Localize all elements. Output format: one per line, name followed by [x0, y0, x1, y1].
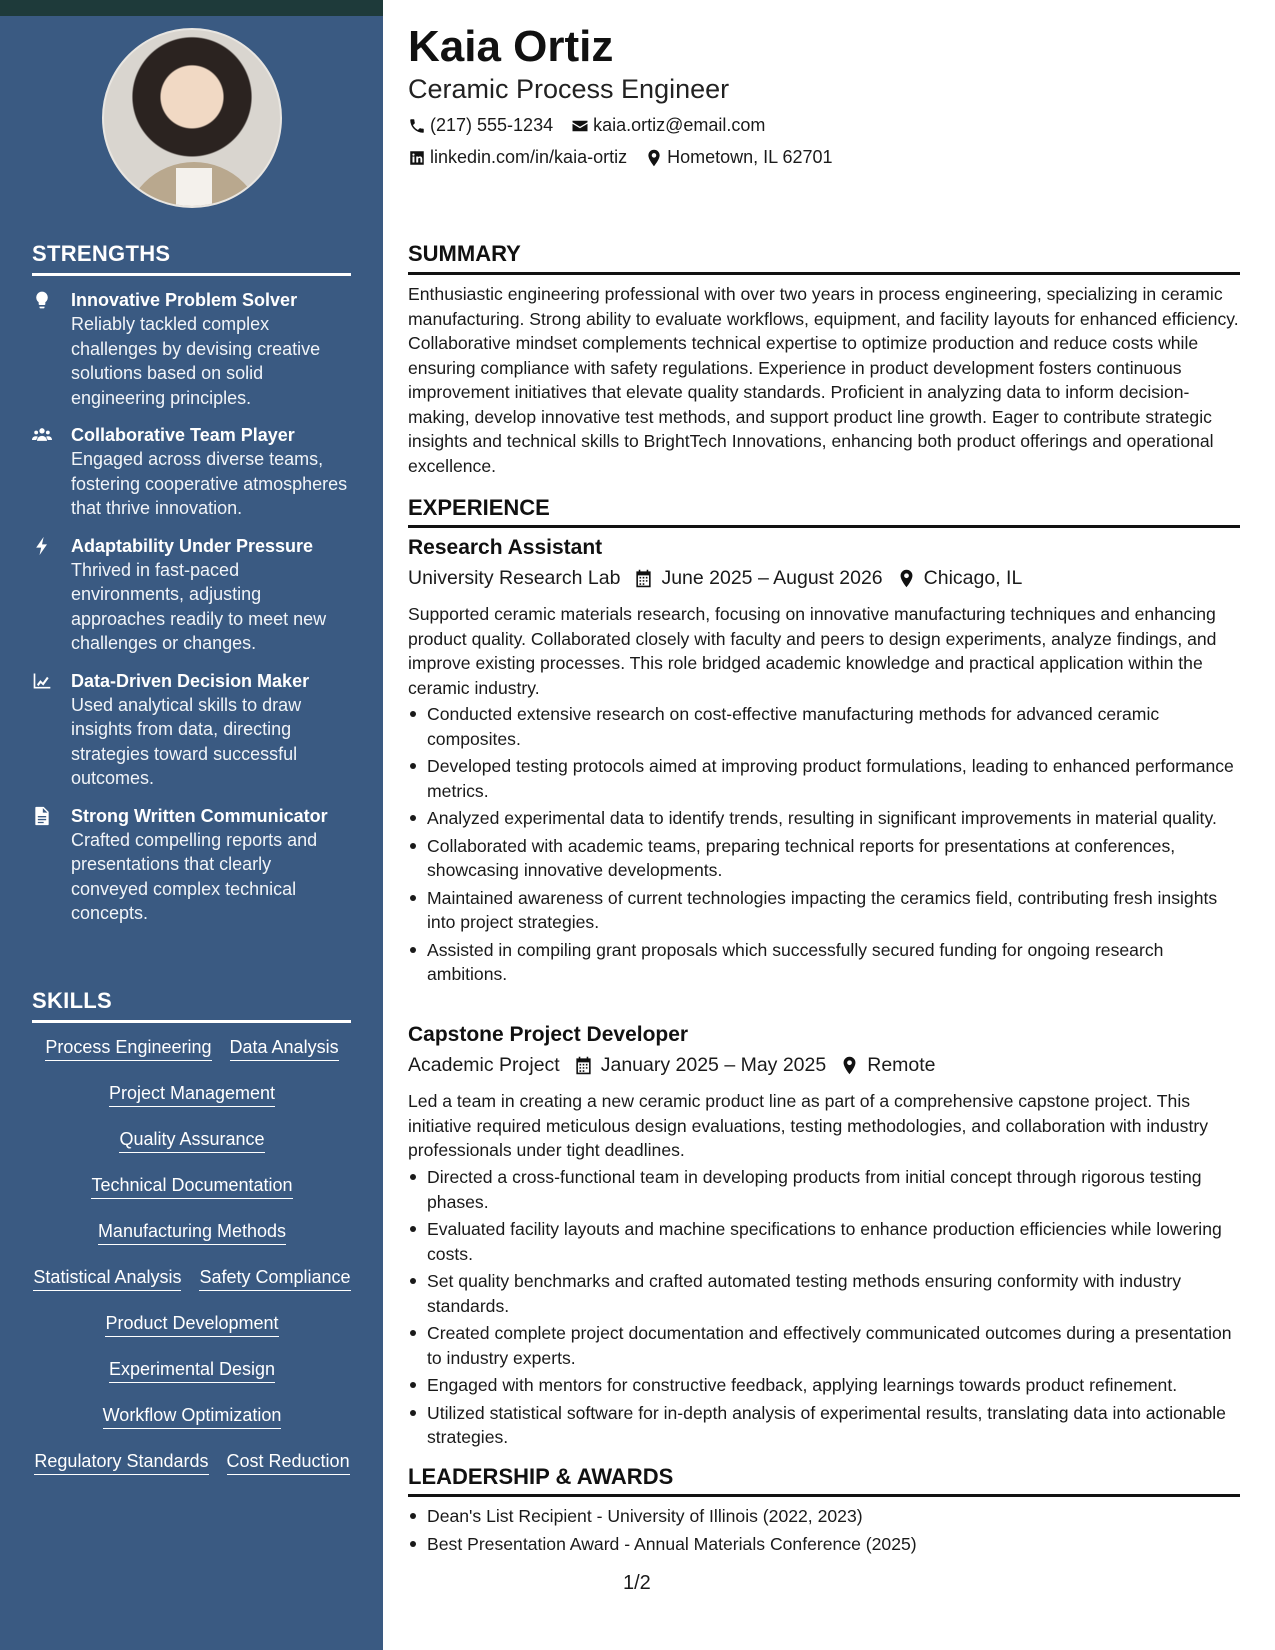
- users-icon: [32, 423, 71, 521]
- list-item: Utilized statistical software for in-depth analysis of experimental results, translating data into actionable strategies.: [408, 1401, 1240, 1450]
- skill-tag: Project Management: [109, 1082, 275, 1107]
- linkedin-text: linkedin.com/in/kaia-ortiz: [430, 147, 628, 167]
- skill-tag: Statistical Analysis: [33, 1266, 181, 1291]
- map-pin-icon: [897, 569, 916, 588]
- experience-divider: [408, 525, 1240, 528]
- list-item: Collaborated with academic teams, preparing technical reports for presentations at conferences, showcasing innovative developments.: [408, 834, 1240, 883]
- contact-row: [408, 115, 783, 136]
- phone-text: (217) 555-1234: [430, 115, 554, 135]
- skill-tag: Quality Assurance: [119, 1128, 264, 1153]
- strength-title: Collaborative Team Player: [71, 425, 295, 445]
- map-pin-icon: [840, 1056, 859, 1075]
- phone-contact[interactable]: [408, 115, 553, 136]
- job-bullets: [408, 702, 1240, 990]
- strength-title: Data-Driven Decision Maker: [71, 670, 310, 691]
- calendar-icon: [634, 569, 653, 588]
- lightbulb-icon: [32, 288, 71, 410]
- strengths-heading: STRENGTHS: [32, 241, 171, 266]
- strength-description: Engaged across diverse teams, fostering cooperative atmospheres that thrive innovation.: [71, 449, 348, 518]
- list-item: Evaluated facility layouts and machine specifications to enhance production efficiencies while lowering costs.: [408, 1217, 1240, 1266]
- skill-tag: Safety Compliance: [199, 1266, 350, 1291]
- list-item: Maintained awareness of current technologies impacting the ceramics field, contributing fresh insights into project strategies.: [408, 886, 1240, 935]
- location-contact: [645, 147, 832, 168]
- sidebar-top-bar: [0, 0, 383, 16]
- linkedin-icon: [408, 149, 426, 167]
- strength-item: [32, 804, 352, 926]
- bolt-icon: [32, 534, 71, 656]
- job-dates: January 2025 – May 2025: [600, 1054, 827, 1076]
- job-title: Capstone Project Developer: [408, 1023, 689, 1046]
- strength-title: Strong Written Communicator: [71, 805, 328, 826]
- skill-tag: Technical Documentation: [91, 1174, 292, 1199]
- job-meta: [408, 567, 1022, 590]
- location-text: Hometown, IL 62701: [667, 147, 833, 167]
- skill-tag: Workflow Optimization: [103, 1404, 282, 1429]
- skill-tag: Product Development: [105, 1312, 278, 1337]
- strength-item: [32, 288, 352, 410]
- strength-description: Reliably tackled complex challenges by devising creative solutions based on solid engineering principles.: [71, 314, 321, 408]
- strength-description: Used analytical skills to draw insights from data, directing strategies toward successful outcomes.: [71, 694, 302, 788]
- strength-item: [32, 534, 352, 656]
- summary-divider: [408, 272, 1240, 275]
- skill-tag: Cost Reduction: [227, 1450, 350, 1475]
- file-icon: [32, 804, 71, 926]
- job-meta: [408, 1054, 936, 1077]
- summary-heading: SUMMARY: [408, 241, 521, 266]
- list-item: Set quality benchmarks and crafted automated testing methods ensuring conformity with industry standards.: [408, 1269, 1240, 1318]
- skills-divider: [32, 1020, 351, 1023]
- strength-description: Thrived in fast-paced environments, adjusting approaches readily to meet new challenges or changes.: [71, 559, 327, 653]
- job-title: Research Assistant: [408, 536, 603, 559]
- list-item: Assisted in compiling grant proposals which successfully secured funding for ongoing research ambitions.: [408, 938, 1240, 987]
- profile-photo: [102, 28, 282, 208]
- job-dates: June 2025 – August 2026: [661, 567, 883, 589]
- list-item: Engaged with mentors for constructive feedback, applying learnings towards product refinement.: [408, 1373, 1240, 1398]
- contact-row-2: [408, 147, 851, 168]
- strength-description: Crafted compelling reports and presentations that clearly conveyed complex technical concepts.: [71, 829, 318, 923]
- skill-tag: Data Analysis: [230, 1036, 339, 1061]
- calendar-icon: [574, 1056, 593, 1075]
- skill-tag: Experimental Design: [109, 1358, 275, 1383]
- email-contact[interactable]: [571, 115, 765, 136]
- job-description: Supported ceramic materials research, focusing on innovative manufacturing techniques and enhancing product quality. Collaborated closely with faculty and peers to design experiments, analyze findings, and improve existing processes. This role bridged academic knowledge and practical application within the ceramic industry.: [408, 604, 1217, 698]
- envelope-icon: [571, 117, 589, 135]
- skills-list: [32, 1036, 352, 1475]
- strength-title: Innovative Problem Solver: [71, 290, 298, 310]
- awards-divider: [408, 1494, 1240, 1497]
- skill-tag: Process Engineering: [45, 1036, 211, 1061]
- job-org: University Research Lab: [408, 567, 621, 589]
- job-org: Academic Project: [408, 1054, 560, 1076]
- strength-title: Adaptability Under Pressure: [71, 535, 314, 556]
- list-item: Analyzed experimental data to identify trends, resulting in significant improvements in material quality.: [408, 806, 1240, 831]
- job-description: Led a team in creating a new ceramic product line as part of a comprehensive capstone project. This initiative required meticulous design evaluations, testing methodologies, and collaboration with industry professionals under tight deadlines.: [408, 1091, 1209, 1160]
- list-item: Best Presentation Award - Annual Materials Conference (2025): [408, 1532, 1240, 1557]
- list-item: Conducted extensive research on cost-effective manufacturing methods for advanced ceramic composites.: [408, 702, 1240, 751]
- strength-item: [32, 669, 352, 791]
- skill-tag: Regulatory Standards: [34, 1450, 208, 1475]
- strength-item: [32, 423, 352, 521]
- candidate-title: Ceramic Process Engineer: [408, 74, 730, 104]
- skill-tag: Manufacturing Methods: [98, 1220, 286, 1245]
- page-number: 1/2: [623, 1572, 651, 1594]
- list-item: Developed testing protocols aimed at improving product formulations, leading to enhanced performance metrics.: [408, 754, 1240, 803]
- strengths-list: [32, 288, 352, 939]
- job-location: Chicago, IL: [923, 567, 1023, 589]
- candidate-name: Kaia Ortiz: [408, 22, 614, 71]
- email-text: kaia.ortiz@email.com: [593, 115, 766, 135]
- map-pin-icon: [645, 149, 663, 167]
- list-item: Created complete project documentation and effectively communicated outcomes during a presentation to industry experts.: [408, 1321, 1240, 1370]
- list-item: Directed a cross-functional team in developing products from initial concept through rigorous testing phases.: [408, 1165, 1240, 1214]
- linkedin-contact[interactable]: [408, 147, 627, 168]
- list-item: Dean's List Recipient - University of Illinois (2022, 2023): [408, 1504, 1240, 1529]
- experience-heading: EXPERIENCE: [408, 495, 550, 520]
- job-location: Remote: [867, 1054, 936, 1076]
- phone-icon: [408, 117, 426, 135]
- job-bullets: [408, 1165, 1240, 1453]
- awards-heading: LEADERSHIP & AWARDS: [408, 1464, 674, 1489]
- skills-heading: SKILLS: [32, 988, 113, 1013]
- sidebar: [0, 0, 383, 1650]
- chart-line-icon: [32, 669, 71, 791]
- summary-text: Enthusiastic engineering professional with over two years in process engineering, specializing in ceramic manufacturing. Strong ability to evaluate workflows, equipment, and facility layouts for enhanced efficiency. Collaborative mindset complements technical expertise to optimize production and reduce costs while ensuring compliance with safety regulations. Experience in product development fosters continuous improvement initiatives that elevate quality standards. Proficient in analyzing data to inform decision-making, develop innovative test methods, and support product line growth. Eager to contribute strategic insights and technical skills to BrightTech Innovations, enhancing both product offerings and operational excellence.: [408, 284, 1239, 476]
- strengths-divider: [32, 273, 351, 276]
- awards-list: [408, 1504, 1240, 1559]
